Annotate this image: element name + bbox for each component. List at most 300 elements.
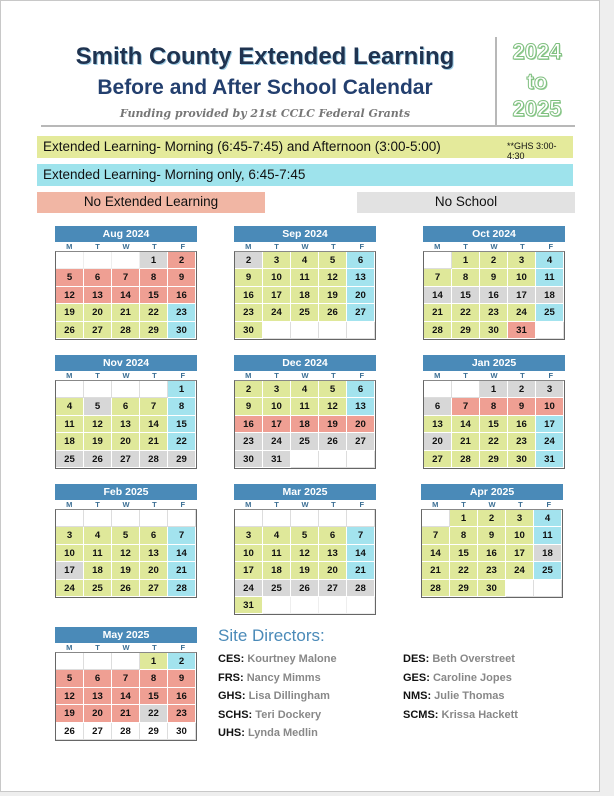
day-cell: 5 xyxy=(291,527,319,544)
day-cell: 17 xyxy=(56,562,84,579)
weekday-label: W xyxy=(301,242,309,251)
day-cell: 8 xyxy=(452,269,480,286)
day-cell: 9 xyxy=(168,670,196,687)
director-name: Beth Overstreet xyxy=(432,653,515,665)
day-cell: 17 xyxy=(235,562,263,579)
day-cell: 16 xyxy=(478,545,506,562)
day-cell: 8 xyxy=(168,398,196,415)
day-cell xyxy=(235,510,263,527)
director-name: Julie Thomas xyxy=(434,690,505,702)
weekday-label: T xyxy=(520,371,525,380)
weekday-row xyxy=(55,500,197,509)
weekday-label: W xyxy=(301,371,309,380)
day-cell: 7 xyxy=(422,527,450,544)
day-cell xyxy=(263,322,291,339)
day-cell: 6 xyxy=(112,398,140,415)
day-grid xyxy=(55,251,197,340)
day-cell: 26 xyxy=(319,433,347,450)
day-cell: 8 xyxy=(140,269,168,286)
day-cell: 23 xyxy=(235,304,263,321)
day-cell: 15 xyxy=(480,416,508,433)
site-director-entry xyxy=(218,690,330,702)
weekday-label: T xyxy=(331,242,336,251)
day-cell: 2 xyxy=(508,381,536,398)
day-cell: 6 xyxy=(347,252,375,269)
day-cell: 17 xyxy=(263,287,291,304)
legend-morning-afternoon-label: Extended Learning- Morning (6:45-7:45) and Afternoon (3:00-5:00) xyxy=(43,139,441,154)
weekday-label: T xyxy=(463,371,468,380)
day-cell: 7 xyxy=(140,398,168,415)
weekday-label: T xyxy=(461,500,466,509)
school-code: CES: xyxy=(218,653,245,665)
day-cell: 31 xyxy=(235,597,263,614)
day-cell: 19 xyxy=(319,287,347,304)
weekday-label: F xyxy=(548,242,554,251)
day-cell: 21 xyxy=(452,433,480,450)
day-cell: 31 xyxy=(263,451,291,468)
weekday-label: T xyxy=(463,242,468,251)
site-director-entry xyxy=(218,672,321,684)
day-cell xyxy=(347,510,375,527)
day-cell: 10 xyxy=(263,398,291,415)
day-cell: 7 xyxy=(424,269,452,286)
day-cell: 5 xyxy=(56,269,84,286)
month-header: Feb 2025 xyxy=(55,484,197,500)
weekday-label: W xyxy=(122,500,130,509)
month-header: Apr 2025 xyxy=(421,484,563,500)
day-cell: 20 xyxy=(319,562,347,579)
day-cell: 14 xyxy=(168,545,196,562)
weekday-label: F xyxy=(180,500,186,509)
day-cell xyxy=(263,597,291,614)
day-cell: 10 xyxy=(506,527,534,544)
day-cell: 5 xyxy=(56,670,84,687)
day-cell xyxy=(112,653,140,670)
day-grid xyxy=(55,380,197,469)
day-cell: 26 xyxy=(319,304,347,321)
day-cell: 25 xyxy=(291,304,319,321)
day-cell: 21 xyxy=(347,562,375,579)
day-cell xyxy=(112,381,140,398)
legend-morning-afternoon xyxy=(37,136,573,161)
day-cell: 29 xyxy=(480,451,508,468)
day-cell: 4 xyxy=(534,510,562,527)
day-cell: 14 xyxy=(424,287,452,304)
month-header: Mar 2025 xyxy=(234,484,376,500)
day-cell: 13 xyxy=(424,416,452,433)
day-cell: 18 xyxy=(291,287,319,304)
month-calendar xyxy=(55,226,197,340)
day-cell: 23 xyxy=(478,562,506,579)
site-director-entry xyxy=(218,709,321,721)
day-cell xyxy=(506,580,534,597)
day-cell: 25 xyxy=(84,580,112,597)
day-cell: 25 xyxy=(291,433,319,450)
day-cell: 29 xyxy=(452,322,480,339)
day-cell: 1 xyxy=(450,510,478,527)
day-cell: 5 xyxy=(319,252,347,269)
day-cell: 13 xyxy=(319,545,347,562)
day-cell: 18 xyxy=(56,433,84,450)
day-cell: 1 xyxy=(140,252,168,269)
day-cell: 13 xyxy=(84,688,112,705)
day-cell: 26 xyxy=(291,580,319,597)
site-director-entry xyxy=(403,653,515,665)
day-cell: 2 xyxy=(480,252,508,269)
day-cell: 10 xyxy=(508,269,536,286)
day-cell: 24 xyxy=(508,304,536,321)
day-cell: 26 xyxy=(84,451,112,468)
day-cell: 18 xyxy=(291,416,319,433)
day-grid xyxy=(55,509,197,598)
day-cell: 29 xyxy=(140,322,168,339)
day-cell xyxy=(319,597,347,614)
day-cell: 15 xyxy=(140,287,168,304)
weekday-label: M xyxy=(245,371,252,380)
day-cell: 7 xyxy=(452,398,480,415)
day-cell: 22 xyxy=(452,304,480,321)
weekday-label: F xyxy=(359,242,365,251)
day-cell: 30 xyxy=(235,451,263,468)
weekday-label: M xyxy=(245,242,252,251)
weekday-label: T xyxy=(95,242,100,251)
day-cell: 14 xyxy=(452,416,480,433)
day-cell: 7 xyxy=(112,670,140,687)
day-cell: 23 xyxy=(480,304,508,321)
day-cell: 4 xyxy=(56,398,84,415)
month-calendar xyxy=(234,355,376,469)
day-cell: 20 xyxy=(347,287,375,304)
weekday-label: M xyxy=(66,643,73,652)
day-grid xyxy=(234,509,376,615)
director-name: Nancy Mimms xyxy=(246,671,321,684)
day-cell xyxy=(291,451,319,468)
day-cell: 15 xyxy=(168,416,196,433)
day-grid xyxy=(423,251,565,340)
weekday-label: W xyxy=(122,242,130,251)
day-cell: 1 xyxy=(452,252,480,269)
weekday-label: F xyxy=(180,643,186,652)
day-cell: 16 xyxy=(508,416,536,433)
day-cell: 28 xyxy=(140,451,168,468)
day-cell: 5 xyxy=(112,527,140,544)
month-calendar xyxy=(55,355,197,469)
day-cell: 5 xyxy=(319,381,347,398)
header-vertical-divider xyxy=(495,37,497,125)
day-cell: 12 xyxy=(319,269,347,286)
day-cell: 19 xyxy=(291,562,319,579)
day-cell: 2 xyxy=(235,252,263,269)
day-cell xyxy=(319,322,347,339)
school-code: GES: xyxy=(403,671,430,684)
day-cell xyxy=(452,381,480,398)
day-grid xyxy=(234,251,376,340)
director-name: Krissa Hackett xyxy=(441,708,518,721)
day-cell xyxy=(84,381,112,398)
weekday-row xyxy=(234,242,376,251)
day-cell: 10 xyxy=(56,545,84,562)
day-cell xyxy=(347,597,375,614)
weekday-label: W xyxy=(122,371,130,380)
header-horizontal-divider xyxy=(41,125,575,127)
day-cell xyxy=(140,381,168,398)
day-cell: 9 xyxy=(235,269,263,286)
site-director-entry xyxy=(218,653,337,665)
day-cell: 30 xyxy=(508,451,536,468)
day-cell: 18 xyxy=(536,287,564,304)
day-cell: 27 xyxy=(112,451,140,468)
day-cell: 25 xyxy=(536,304,564,321)
day-cell xyxy=(422,510,450,527)
weekday-row xyxy=(234,500,376,509)
weekday-label: M xyxy=(432,500,439,509)
weekday-label: F xyxy=(180,371,186,380)
day-cell: 11 xyxy=(263,545,291,562)
school-code: NMS: xyxy=(403,690,432,702)
day-cell: 3 xyxy=(56,527,84,544)
day-cell: 3 xyxy=(508,252,536,269)
day-cell: 23 xyxy=(235,433,263,450)
day-cell: 9 xyxy=(478,527,506,544)
day-cell: 20 xyxy=(112,433,140,450)
day-cell xyxy=(319,510,347,527)
day-cell: 13 xyxy=(112,416,140,433)
day-cell: 30 xyxy=(480,322,508,339)
day-cell: 16 xyxy=(168,287,196,304)
day-cell: 14 xyxy=(422,545,450,562)
weekday-label: W xyxy=(301,500,309,509)
day-cell: 13 xyxy=(347,398,375,415)
day-cell: 26 xyxy=(112,580,140,597)
day-cell: 15 xyxy=(450,545,478,562)
month-header: May 2025 xyxy=(55,627,197,643)
day-cell: 21 xyxy=(140,433,168,450)
day-cell xyxy=(534,580,562,597)
day-cell: 21 xyxy=(424,304,452,321)
day-cell: 22 xyxy=(480,433,508,450)
day-cell: 18 xyxy=(84,562,112,579)
day-cell: 8 xyxy=(450,527,478,544)
day-cell: 2 xyxy=(478,510,506,527)
day-cell: 13 xyxy=(347,269,375,286)
day-cell: 21 xyxy=(168,562,196,579)
day-cell: 20 xyxy=(84,304,112,321)
legend-ghs-note: **GHS 3:00-4:30 xyxy=(507,141,557,161)
day-cell: 22 xyxy=(140,705,168,722)
weekday-label: T xyxy=(518,500,523,509)
day-cell: 11 xyxy=(84,545,112,562)
month-header: Aug 2024 xyxy=(55,226,197,242)
day-cell: 19 xyxy=(112,562,140,579)
day-cell: 16 xyxy=(235,416,263,433)
day-cell xyxy=(56,510,84,527)
day-cell: 1 xyxy=(140,653,168,670)
day-cell: 12 xyxy=(56,688,84,705)
day-cell: 31 xyxy=(508,322,536,339)
day-cell xyxy=(347,322,375,339)
weekday-label: T xyxy=(152,643,157,652)
day-cell xyxy=(319,451,347,468)
day-cell: 30 xyxy=(168,322,196,339)
day-cell: 12 xyxy=(56,287,84,304)
day-cell: 11 xyxy=(536,269,564,286)
month-calendar xyxy=(234,226,376,340)
day-cell xyxy=(56,653,84,670)
page-title: Smith County Extended Learning xyxy=(75,43,455,70)
day-cell: 14 xyxy=(347,545,375,562)
weekday-row xyxy=(423,242,565,251)
day-cell: 20 xyxy=(424,433,452,450)
director-name: Kourtney Malone xyxy=(247,653,337,665)
legend-morning-only-label: Extended Learning- Morning only, 6:45-7:45 xyxy=(43,167,306,182)
month-calendar xyxy=(423,355,565,469)
weekday-label: F xyxy=(546,500,552,509)
day-cell: 28 xyxy=(452,451,480,468)
day-cell: 19 xyxy=(319,416,347,433)
day-grid xyxy=(234,380,376,469)
day-cell: 2 xyxy=(235,381,263,398)
weekday-label: F xyxy=(180,242,186,251)
day-cell: 24 xyxy=(506,562,534,579)
day-cell: 17 xyxy=(508,287,536,304)
day-cell: 5 xyxy=(84,398,112,415)
day-cell: 3 xyxy=(263,252,291,269)
day-cell: 10 xyxy=(235,545,263,562)
director-name: Caroline Jopes xyxy=(432,671,512,684)
day-cell xyxy=(112,510,140,527)
day-cell: 14 xyxy=(140,416,168,433)
weekday-row xyxy=(423,371,565,380)
day-cell: 25 xyxy=(263,580,291,597)
day-cell: 7 xyxy=(347,527,375,544)
school-code: FRS: xyxy=(218,671,244,684)
day-cell: 27 xyxy=(140,580,168,597)
weekday-label: M xyxy=(434,242,441,251)
day-cell: 28 xyxy=(347,580,375,597)
weekday-label: M xyxy=(245,500,252,509)
month-header: Sep 2024 xyxy=(234,226,376,242)
weekday-label: W xyxy=(122,643,130,652)
school-code: UHS: xyxy=(218,727,245,739)
day-cell: 12 xyxy=(84,416,112,433)
day-cell: 20 xyxy=(84,705,112,722)
day-cell: 22 xyxy=(450,562,478,579)
day-cell: 22 xyxy=(140,304,168,321)
month-calendar xyxy=(55,484,197,598)
day-cell: 10 xyxy=(536,398,564,415)
day-cell xyxy=(291,322,319,339)
day-cell: 31 xyxy=(536,451,564,468)
day-cell: 20 xyxy=(140,562,168,579)
day-cell: 22 xyxy=(168,433,196,450)
weekday-label: T xyxy=(152,500,157,509)
weekday-label: T xyxy=(331,500,336,509)
weekday-label: F xyxy=(359,371,365,380)
funding-note: Funding provided by 21st CCLC Federal Grants xyxy=(119,107,411,120)
day-cell: 9 xyxy=(480,269,508,286)
day-cell: 24 xyxy=(536,433,564,450)
weekday-label: W xyxy=(490,371,498,380)
weekday-label: W xyxy=(490,242,498,251)
day-cell: 16 xyxy=(235,287,263,304)
month-calendar xyxy=(55,627,197,741)
director-name: Lisa Dillingham xyxy=(248,690,330,702)
day-cell xyxy=(291,597,319,614)
day-cell: 27 xyxy=(347,433,375,450)
site-directors-title: Site Directors: xyxy=(218,626,325,645)
day-grid xyxy=(421,509,563,598)
day-cell: 8 xyxy=(480,398,508,415)
day-cell: 11 xyxy=(56,416,84,433)
day-cell: 19 xyxy=(56,304,84,321)
site-director-entry xyxy=(403,690,504,702)
day-grid xyxy=(55,652,197,741)
weekday-label: M xyxy=(66,500,73,509)
day-cell: 3 xyxy=(235,527,263,544)
day-cell: 14 xyxy=(112,287,140,304)
day-cell: 29 xyxy=(168,451,196,468)
day-cell: 25 xyxy=(56,451,84,468)
day-cell: 9 xyxy=(508,398,536,415)
day-cell xyxy=(291,510,319,527)
day-cell: 12 xyxy=(112,545,140,562)
day-cell: 23 xyxy=(168,304,196,321)
day-cell: 18 xyxy=(263,562,291,579)
day-cell: 27 xyxy=(84,723,112,740)
day-cell: 26 xyxy=(56,322,84,339)
day-cell xyxy=(263,510,291,527)
day-cell: 8 xyxy=(140,670,168,687)
day-cell: 28 xyxy=(112,723,140,740)
day-cell: 24 xyxy=(56,580,84,597)
page-subtitle: Before and After School Calendar xyxy=(97,76,433,99)
day-cell: 17 xyxy=(536,416,564,433)
month-header: Jan 2025 xyxy=(423,355,565,371)
day-cell: 17 xyxy=(263,416,291,433)
school-code: DES: xyxy=(403,653,430,665)
day-cell: 1 xyxy=(480,381,508,398)
weekday-label: F xyxy=(548,371,554,380)
day-cell: 3 xyxy=(263,381,291,398)
day-cell: 2 xyxy=(168,653,196,670)
day-cell xyxy=(536,322,564,339)
day-cell xyxy=(84,510,112,527)
school-code: SCHS: xyxy=(218,708,253,721)
day-cell: 16 xyxy=(480,287,508,304)
day-cell: 9 xyxy=(168,269,196,286)
day-cell: 21 xyxy=(112,705,140,722)
school-code: GHS: xyxy=(218,690,246,702)
day-cell: 19 xyxy=(56,705,84,722)
day-cell: 24 xyxy=(263,304,291,321)
day-cell: 15 xyxy=(452,287,480,304)
day-cell: 30 xyxy=(235,322,263,339)
day-cell: 6 xyxy=(319,527,347,544)
day-cell xyxy=(84,252,112,269)
weekday-label: T xyxy=(274,242,279,251)
day-cell: 30 xyxy=(478,580,506,597)
day-cell: 16 xyxy=(168,688,196,705)
month-header: Oct 2024 xyxy=(423,226,565,242)
day-cell: 1 xyxy=(168,381,196,398)
day-cell: 13 xyxy=(140,545,168,562)
weekday-label: T xyxy=(274,371,279,380)
day-cell: 29 xyxy=(450,580,478,597)
day-cell: 7 xyxy=(168,527,196,544)
day-cell: 4 xyxy=(263,527,291,544)
day-cell: 23 xyxy=(508,433,536,450)
day-cell: 21 xyxy=(422,562,450,579)
